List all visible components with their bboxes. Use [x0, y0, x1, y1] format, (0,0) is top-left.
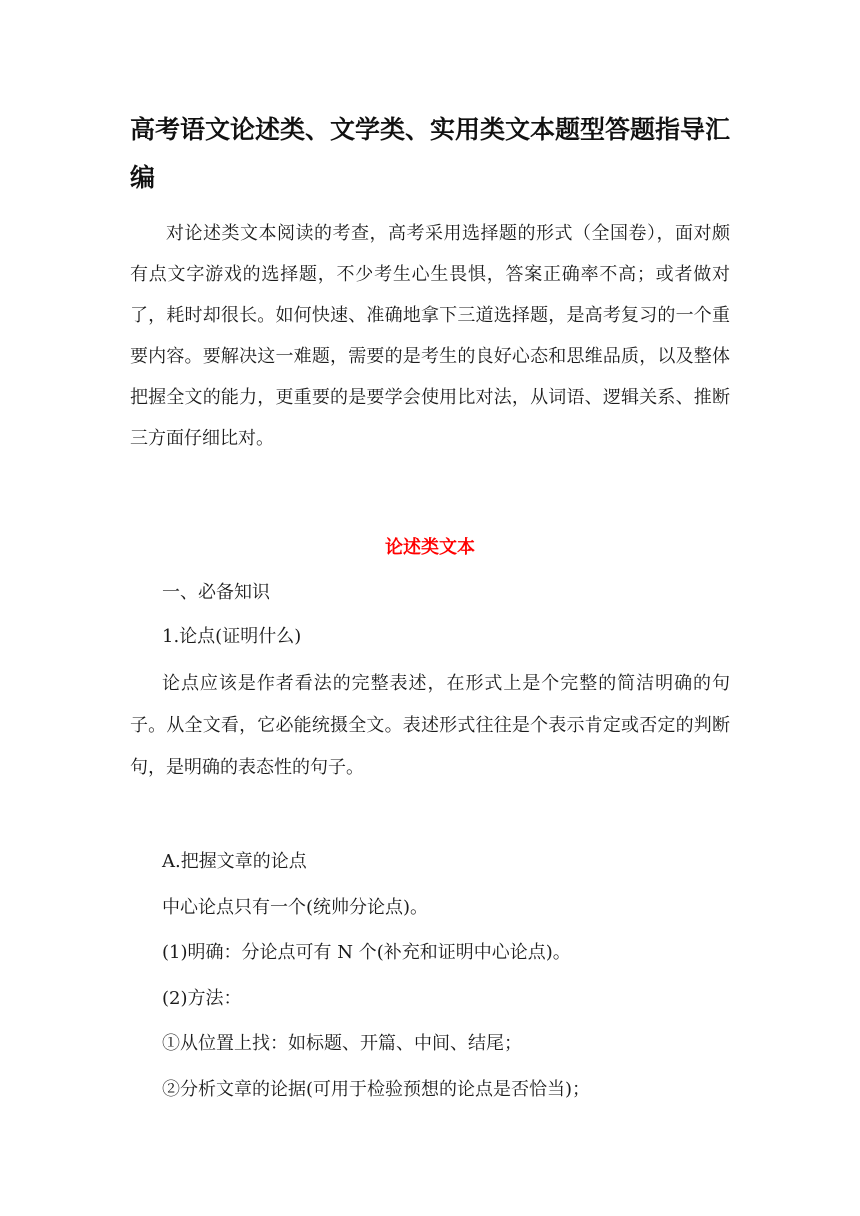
heading-grasp-argument: A.把握文章的论点 — [162, 851, 307, 872]
document-title: 高考语文论述类、文学类、实用类文本题型答题指导汇编 — [130, 115, 731, 192]
heading-argument: 1.论点(证明什么) — [162, 626, 302, 647]
text-line-method: (2)方法： — [162, 988, 242, 1009]
text-line-central-argument: 中心论点只有一个(统帅分论点)。 — [162, 897, 429, 918]
intro-paragraph: 对论述类文本阅读的考查，高考采用选择题的形式（全国卷），面对颇有点文字游戏的选择题，不少考生心生畏惧，答案正确率不高；或者做对了，耗时却很长。如何快速、准确地拿下三道选择题，是高考复习的一个重要内容。要解决这一难题，需要的是考生的良好心态和思维品质，以及整体把握全文的能力，更重要的是要学会使用比对法，从词语、逻辑关系、推断三方面仔细比对。 — [130, 223, 730, 449]
argument-paragraph: 论点应该是作者看法的完整表述，在形式上是个完整的简洁明确的句子。从全文看，它必能统摄全文。表述形式往往是个表示肯定或否定的判断句，是明确的表态性的句子。 — [130, 673, 730, 778]
text-line-evidence: ②分析文章的论据(可用于检验预想的论点是否恰当)； — [162, 1079, 591, 1100]
heading-required-knowledge: 一、必备知识 — [162, 582, 270, 603]
section-heading: 论述类文本 — [385, 537, 475, 558]
text-line-position: ①从位置上找：如标题、开篇、中间、结尾； — [162, 1033, 522, 1054]
text-line-clarify: (1)明确：分论点可有 N 个(补充和证明中心论点)。 — [162, 942, 571, 963]
